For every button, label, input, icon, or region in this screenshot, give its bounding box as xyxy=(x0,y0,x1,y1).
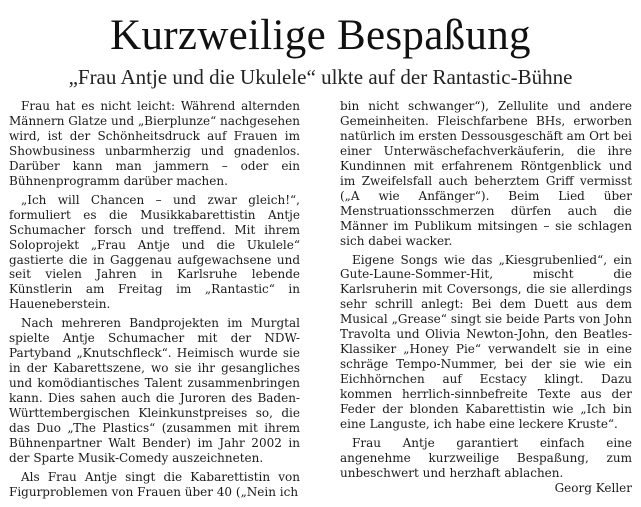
paragraph-text: Frau Antje garantiert einfach eine angenehme kurzweilige Bespaßung, zum unbeschwert und herzhaft ablachen. xyxy=(340,435,632,480)
paragraph: Nach mehreren Bandprojekten im Murgtal spielte Antje Schumacher mit der NDW-Partyband „Knutschfleck“. Heimisch wurde sie in der Kabarettszene, wo sie ihr gesangliches und komödiantisches Talent zusammenbringen kann. Dies sahen auch die Juroren des Baden-Württembergischen Kleinkunstpreises so, die das Duo „The Plastics“ (zusammen mit ihrem Bühnenpartner Walt Bender) im Jahr 2002 in der Sparte Musik-Comedy auszeichneten. xyxy=(9,316,300,465)
article-headline: Kurzweilige Bespaßung xyxy=(110,12,531,59)
article-subheadline: „Frau Antje und die Ukulele“ ulkte auf der Rantastic-Bühne xyxy=(68,65,573,89)
author-byline: Georg Keller xyxy=(554,480,632,495)
paragraph: Frau hat es nicht leicht: Während alternden Männern Glatze und „Bierplunze“ nachgesehen wird, ist der Schönheitsdruck auf Frauen im Showbusiness unbarmherzig und gnadenlos. Darüber kann man jammern – oder ein Bühnenprogramm darüber machen. xyxy=(9,99,300,188)
paragraph: „Ich will Chancen – und zwar gleich!“, formuliert es die Musikkabarettistin Antje Schumacher forsch und treffend. Mit ihrem Soloprojekt „Frau Antje und die Ukulele“ gastierte die in Gaggenau aufgewachsene und seit vielen Jahren in Karlsruhe lebende Künstlerin am Freitag im „Rantastic“ in Haueneberstein. xyxy=(9,192,300,312)
paragraph: Als Frau Antje singt die Kabarettistin von Figurproblemen von Frauen über 40 („Nein ich xyxy=(9,469,300,499)
article-column-left xyxy=(9,99,300,504)
paragraph: Eigene Songs wie das „Kiesgrubenlied“, ein Gute-Laune-Sommer-Hit, mischt die Karlsruherin mit Coversongs, die sie allerdings sehr schrill anlegt: Bei dem Duett aus dem Musical „Grease“ singt sie beide Parts von John Travolta und Olivia Newton-John, den Beatles-Klassiker „Honey Pie“ verwandelt sie in eine schräge Tempo-Nummer, bei der sie wie ein Eichhörnchen auf Ecstacy klingt. Dazu kommen herrlich-sinnbefreite Texte aus der Feder der blonden Kabarettistin wie „Ich bin eine Languste, ich habe eine leckere Kruste“. xyxy=(340,252,632,432)
paragraph: bin nicht schwanger“), Zellulite und andere Gemeinheiten. Fleischfarbene BHs, erworben natürlich im ersten Dessousgeschäft am Ort bei einer Unterwäschefachverkäuferin, die ihre Kundinnen mit erfahrenem Röntgenblick und im Zweifelsfall auch beherztem Griff vermisst („A wie Anfänger“). Beim Lied über Menstruationsschmerzen dürfen auch die Männer im Publikum mitsingen – sie schlagen sich dabei wacker. xyxy=(340,99,632,248)
article-column-right xyxy=(340,99,632,496)
paragraph-final xyxy=(340,435,632,495)
